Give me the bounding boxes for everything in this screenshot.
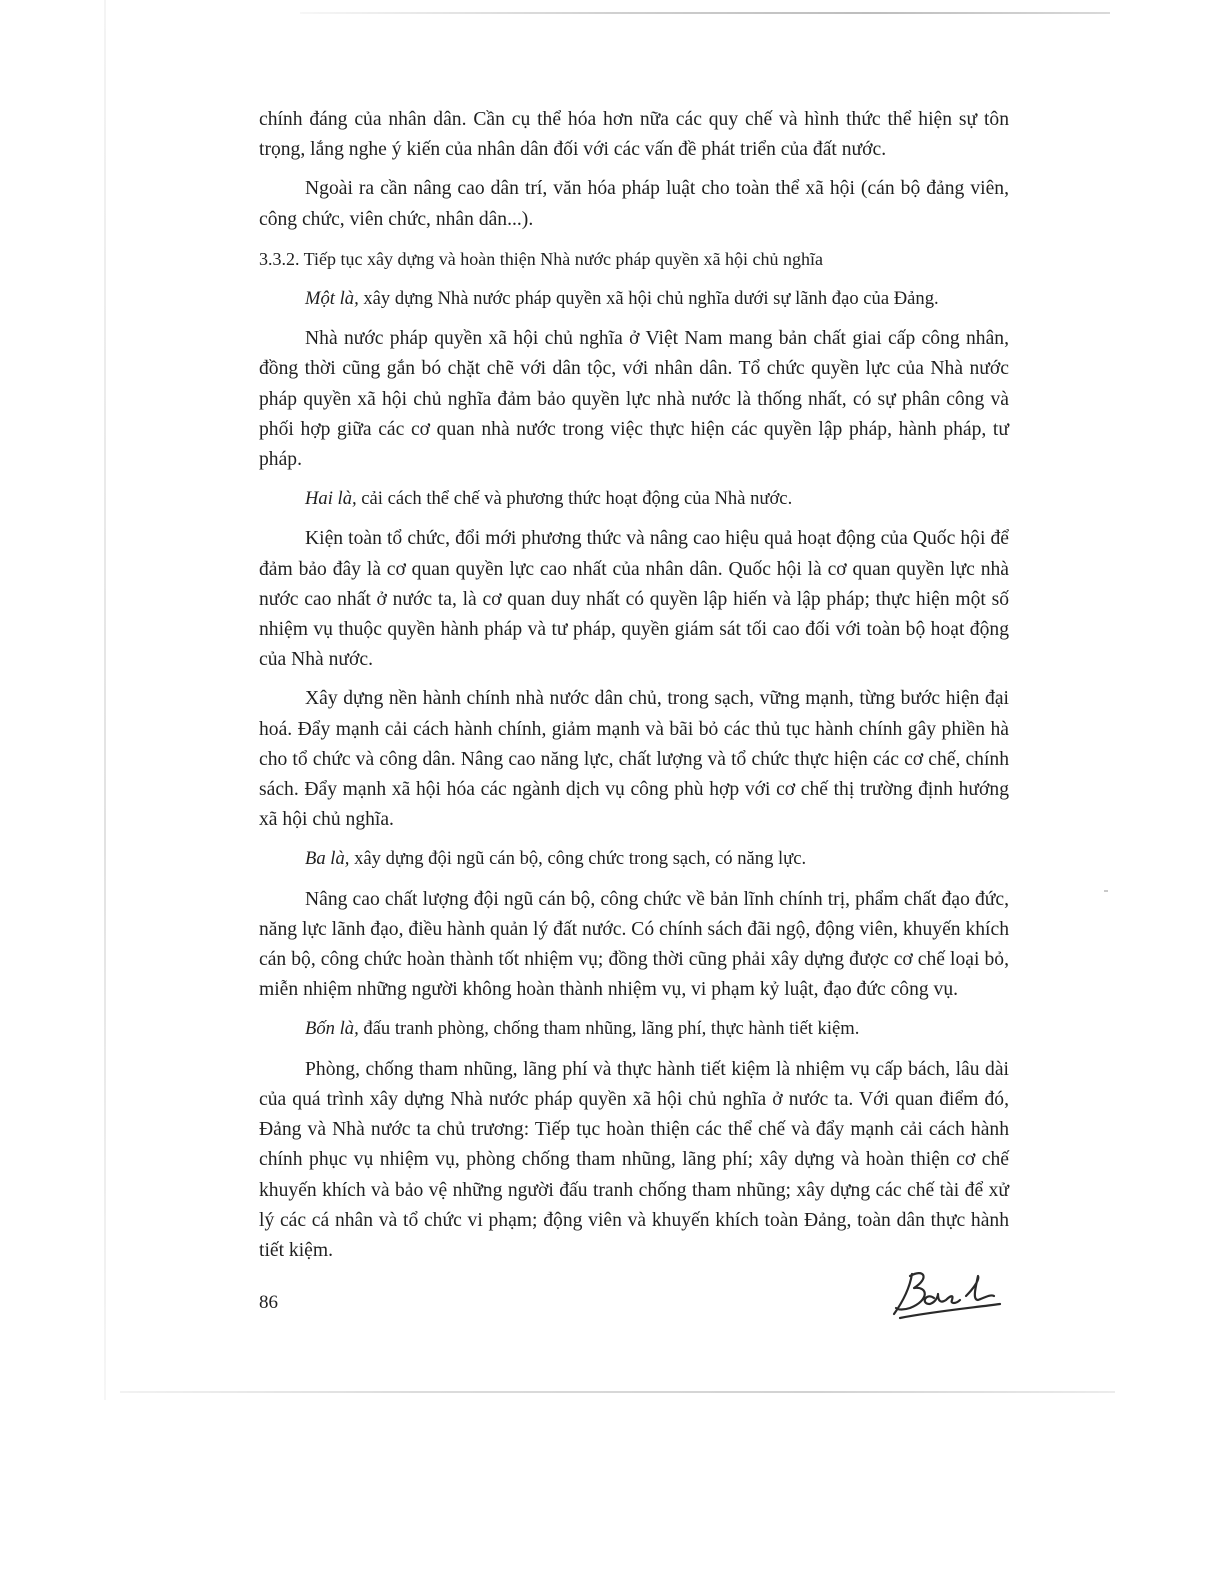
point-two-text: cải cách thể chế và phương thức hoạt động của Nhà nước. xyxy=(356,488,793,510)
page-number: 86 xyxy=(259,1292,278,1313)
point-three-text: xây dựng đội ngũ cán bộ, công chức trong sạch, có năng lực. xyxy=(349,848,807,870)
paragraph-civic-education: Ngoài ra cần nâng cao dân trí, văn hóa pháp luật cho toàn thể xã hội (cán bộ đảng viên, công chức, viên chức, nhân dân...). xyxy=(259,178,1009,230)
point-two-lead: Hai là, xyxy=(305,488,357,510)
point-four xyxy=(259,1014,1009,1044)
paragraph-rule-of-law: Nhà nước pháp quyền xã hội chủ nghĩa ở Việt Nam mang bản chất giai cấp công nhân, đồng thời cũng gắn bó chặt chẽ với dân tộc, với nhân dân. Tổ chức quyền lực của Nhà nước pháp quyền xã hội chủ nghĩa đảm bảo quyền lực nhà nước là thống nhất, có sự phân công và phối hợp giữa các cơ quan nhà nước trong việc thực hiện các quyền lập pháp, hành pháp, tư pháp. xyxy=(259,328,1009,471)
point-four-text: đấu tranh phòng, chống tham nhũng, lãng phí, thực hành tiết kiệm. xyxy=(358,1018,860,1040)
scan-left-edge xyxy=(104,0,106,1400)
point-one-text: xây dựng Nhà nước pháp quyền xã hội chủ nghĩa dưới sự lãnh đạo của Đảng. xyxy=(358,288,939,310)
page-body xyxy=(259,105,1009,1275)
paragraph-continuation: chính đáng của nhân dân. Cần cụ thể hóa hơn nữa các quy chế và hình thức thể hiện sự tôn trọng, lắng nghe ý kiến của nhân dân đối với các vấn đề phát triển của đất nước. xyxy=(259,109,1009,161)
paragraph-anti-corruption: Phòng, chống tham nhũng, lãng phí và thực hành tiết kiệm là nhiệm vụ cấp bách, lâu dài của quá trình xây dựng Nhà nước pháp quyền xã hội chủ nghĩa ở nước ta. Với quan điểm đó, Đảng và Nhà nước ta chủ trương: Tiếp tục hoàn thiện các thể chế và đẩy mạnh cải cách hành chính phục vụ nhiệm vụ, phòng chống tham nhũng, lãng phí; xây dựng và hoàn thiện cơ chế khuyến khích và bảo vệ những người đấu tranh chống tham nhũng; xây dựng các chế tài để xử lý các cá nhân và tổ chức vi phạm; động viên và khuyến khích toàn Đảng, toàn dân thực hành tiết kiệm. xyxy=(259,1058,1009,1261)
paragraph-administration: Xây dựng nền hành chính nhà nước dân chủ, trong sạch, vững mạnh, từng bước hiện đại hoá. Đẩy mạnh cải cách hành chính, giảm mạnh và bãi bỏ các thủ tục hành chính gây phiền hà cho tổ chức và công dân. Nâng cao năng lực, chất lượng và tổ chức thực hiện các cơ chế, chính sách. Đẩy mạnh xã hội hóa các ngành dịch vụ công phù hợp với cơ chế thị trường định hướng xã hội chủ nghĩa. xyxy=(259,688,1009,831)
paragraph-civil-servants: Nâng cao chất lượng đội ngũ cán bộ, công chức về bản lĩnh chính trị, phẩm chất đạo đức, năng lực lãnh đạo, điều hành quản lý đất nước. Có chính sách đãi ngộ, động viên, khuyến khích cán bộ, công chức hoàn thành tốt nhiệm vụ; đồng thời cũng phải xây dựng được cơ chế loại bỏ, miễn nhiệm những người không hoàn thành nhiệm vụ, vi phạm kỷ luật, đạo đức công vụ. xyxy=(259,888,1009,1001)
scan-top-edge xyxy=(300,12,1110,14)
point-two xyxy=(259,484,1009,514)
signature xyxy=(880,1266,1010,1332)
section-heading: 3.3.2. Tiếp tục xây dựng và hoàn thiện Nhà nước pháp quyền xã hội chủ nghĩa xyxy=(259,248,823,269)
scan-speck xyxy=(1104,890,1108,892)
scan-bottom-edge xyxy=(120,1391,1115,1393)
point-one-lead: Một là, xyxy=(305,288,359,310)
point-one xyxy=(259,284,1009,314)
point-three-lead: Ba là, xyxy=(305,848,350,870)
paragraph-national-assembly: Kiện toàn tổ chức, đổi mới phương thức và nâng cao hiệu quả hoạt động của Quốc hội để đảm bảo đây là cơ quan quyền lực cao nhất của nhân dân. Quốc hội là cơ quan quyền lực nhà nước cao nhất ở nước ta, là cơ quan duy nhất có quyền lập hiến và lập pháp; thực hiện một số nhiệm vụ thuộc quyền hành pháp và tư pháp, quyền giám sát tối cao đối với toàn bộ hoạt động của Nhà nước. xyxy=(259,528,1009,671)
point-three xyxy=(259,844,1009,874)
point-four-lead: Bốn là, xyxy=(305,1018,359,1040)
